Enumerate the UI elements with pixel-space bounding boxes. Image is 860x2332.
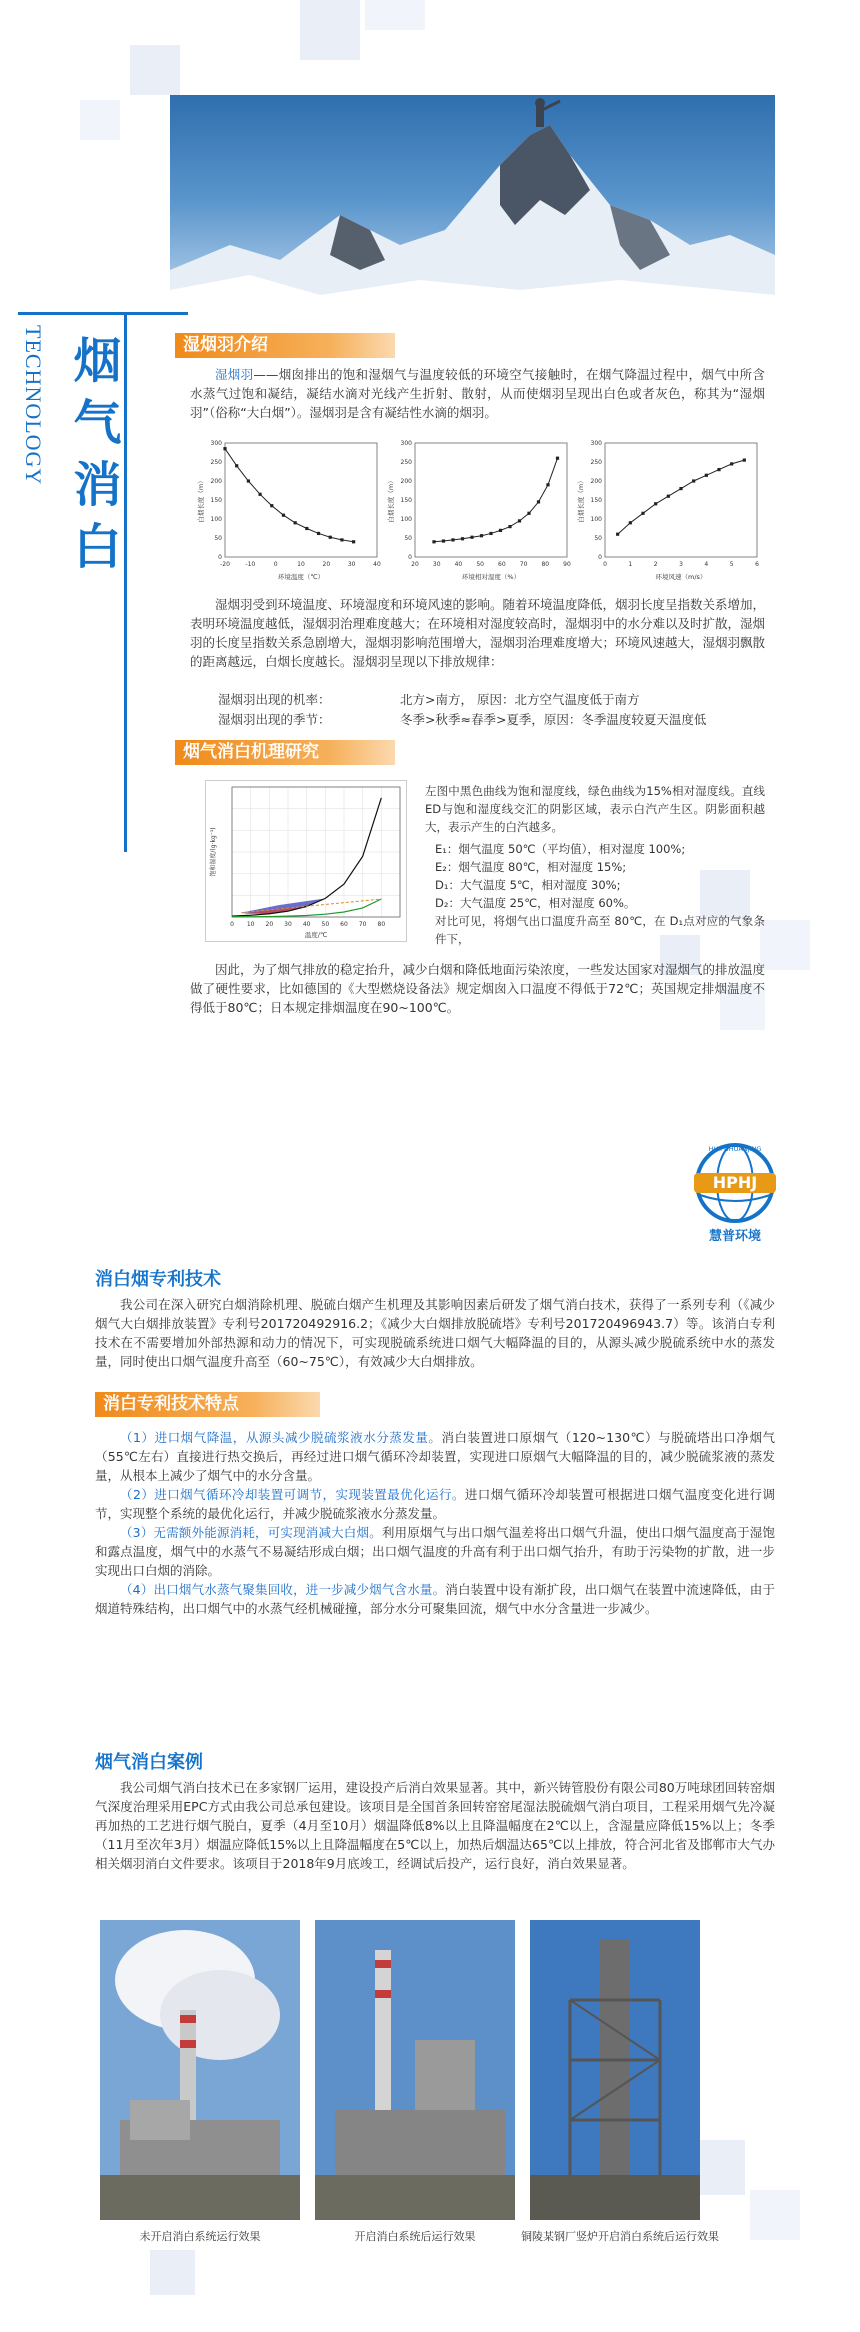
section-title-case: 烟气消白案例: [95, 1752, 203, 1773]
decor-square: [750, 2190, 800, 2240]
data-point: [317, 532, 320, 535]
rule2-value: 冬季>秋季≈春季>夏季，原因：冬季温度较夏天温度低: [400, 712, 707, 727]
feature-item-2: [95, 1485, 775, 1523]
photo-after: [315, 1920, 515, 2220]
data-point: [537, 500, 540, 503]
data-point: [247, 479, 250, 482]
y-tick-label: 100: [590, 516, 602, 523]
x-tick-label: 90: [563, 561, 571, 568]
decor-square: [150, 2250, 195, 2295]
decor-square: [130, 45, 180, 95]
side-title-en: TECHNOLOGY: [21, 325, 46, 486]
data-point: [616, 533, 619, 536]
feature-body: 利用原烟气与出口烟气温差将出口烟气升温，使出口烟气温度高于湿饱和露点温度，烟气中的水蒸气不易凝结形成白烟；出口烟气温度的升高有利于出口烟气抬升，有助于污染物的扩散，进一步实现出口白烟的消除。: [95, 1525, 775, 1578]
x-tick-label: 1: [628, 561, 633, 568]
y-tick-label: 250: [210, 459, 222, 466]
decor-square: [300, 0, 360, 60]
x-tick-label: 60: [340, 921, 348, 928]
feature-title: （2）进口烟气循环冷却装置可调节，实现装置最优化运行。: [120, 1487, 465, 1502]
mechanism-points: [435, 840, 765, 948]
x-tick-label: 40: [302, 921, 311, 928]
point-d1: D₁：大气温度 5℃，相对湿度 30%;: [435, 878, 621, 892]
series-line: [618, 460, 745, 534]
rule1-label: 湿烟羽出现的机率：: [218, 692, 331, 707]
side-title-cn: 烟气消白: [73, 333, 122, 575]
data-point: [730, 462, 733, 465]
y-axis-label: 白烟长度（m）: [197, 477, 205, 523]
x-tick-label: 50: [321, 921, 330, 928]
x-tick-label: 80: [377, 921, 386, 928]
point-e2: E₂：烟气温度 80℃，相对湿度 15%;: [435, 860, 627, 874]
y-tick-label: 50: [214, 535, 222, 542]
data-point: [546, 483, 549, 486]
y-tick-label: 0: [408, 554, 412, 561]
chart-humidity: [385, 435, 575, 585]
x-axis-label: 环境温度（℃）: [277, 573, 325, 581]
data-point: [692, 479, 695, 482]
y-axis-label: 白烟长度（m）: [577, 477, 585, 523]
feature-title: （3）无需额外能源消耗，可实现消减大白烟。: [120, 1525, 382, 1540]
data-point: [329, 536, 332, 539]
x-tick-label: 20: [322, 561, 331, 568]
data-point: [743, 459, 746, 462]
x-axis-label: 环境相对湿度（%）: [461, 573, 521, 581]
mechanism-desc: 左图中黑色曲线为饱和湿度线，绿色曲线为15%相对湿度线。直线ED与饱和湿度线交汇的阴影区域，表示白汽产生区。阴影面积越大，表示产生的白汽越多。: [425, 784, 765, 834]
feature-item-3: [95, 1523, 775, 1580]
logo-letters: HPHJ: [712, 1173, 758, 1192]
series-line: [225, 449, 354, 542]
x-axis-label: 温度/℃: [304, 931, 328, 939]
y-tick-label: 0: [218, 554, 222, 561]
data-point: [235, 464, 238, 467]
plot-frame: [605, 443, 757, 557]
section-title-features: 消白专利技术特点: [95, 1392, 320, 1417]
x-tick-label: 5: [729, 561, 734, 568]
y-tick-label: 0: [598, 554, 602, 561]
y-tick-label: 300: [210, 440, 222, 447]
decor-square: [80, 100, 120, 140]
x-tick-label: 30: [284, 921, 292, 928]
mechanism-para: 因此，为了烟气排放的稳定抬升，减少白烟和降低地面污染浓度，一些发达国家对湿烟气的排放温度做了硬性要求，比如德国的《大型燃烧设备法》规定烟囱入口温度不得低于72℃；英国规定排烟温度不得低于80℃；日本规定排烟温度在90~100℃。: [190, 962, 766, 1015]
y-tick-label: 300: [400, 440, 412, 447]
x-tick-label: 50: [476, 561, 484, 568]
side-accent-line: [18, 312, 188, 315]
rule2-label: 湿烟羽出现的季节：: [218, 712, 331, 727]
patent-para: 我公司在深入研究白烟消除机理、脱硫白烟产生机理及其影响因素后研发了烟气消白技术，获得了一系列专利（《减少烟气大白烟排放装置》专利号201720492916.2；《减少大白烟排放脱硫塔》专利号201720496943.7）等。该消白专利技术在不需要增加外部热源和动力的情况下，可实现脱硫系统进口烟气大幅降温的目的，从源头减少脱硫系统中水的蒸发量，同时使出口烟气温度升高至（60~75℃），有效减少大白烟排放。: [95, 1297, 775, 1369]
data-point: [305, 527, 308, 530]
data-point: [480, 534, 483, 537]
data-point: [294, 521, 297, 524]
rule1-value: 北方>南方， 原因：北方空气温度低于南方: [400, 692, 640, 707]
data-point: [629, 521, 632, 524]
chart-temperature: [195, 435, 385, 585]
plot-frame: [415, 443, 567, 557]
mechanism-conclusion: 对比可见，将烟气出口温度升高至 80℃，在 D₁点对应的气象条件下，: [435, 914, 765, 946]
data-point: [442, 539, 445, 542]
x-tick-label: 0: [603, 561, 607, 568]
data-point: [667, 495, 670, 498]
section-title-patent: 消白烟专利技术: [95, 1269, 221, 1290]
y-tick-label: 200: [400, 478, 412, 485]
data-point: [499, 529, 502, 532]
data-point: [556, 457, 559, 460]
logo-arc-text: HUIPUHUANJING: [708, 1145, 762, 1153]
y-tick-label: 150: [590, 497, 602, 504]
data-point: [527, 512, 530, 515]
data-point: [717, 468, 720, 471]
x-tick-label: -10: [245, 561, 256, 568]
data-point: [340, 538, 343, 541]
point-e1: E₁：烟气温度 50℃（平均值），相对湿度 100%;: [435, 842, 686, 856]
side-title-en-wrap: [20, 325, 70, 585]
y-tick-label: 50: [594, 535, 602, 542]
x-tick-label: 10: [297, 561, 305, 568]
data-point: [461, 537, 464, 540]
logo-name: 慧普环境: [708, 1229, 761, 1244]
feature-item-4: [95, 1580, 775, 1618]
x-tick-label: 20: [411, 561, 419, 568]
feature-item-1: [95, 1428, 775, 1485]
y-tick-label: 100: [210, 516, 222, 523]
data-point: [705, 474, 708, 477]
y-tick-label: 50: [404, 535, 412, 542]
y-tick-label: 150: [210, 497, 222, 504]
data-point: [641, 512, 644, 515]
x-tick-label: -20: [220, 561, 230, 568]
point-d2: D₂：大气温度 25℃，相对湿度 60%。: [435, 896, 636, 910]
data-point: [470, 536, 473, 539]
decor-square: [365, 0, 425, 30]
features-list: [95, 1428, 775, 1618]
y-axis-label: 饱和湿度/(g·kg⁻¹): [210, 827, 217, 877]
case-para: 我公司烟气消白技术已在多家钢厂运用，建设投产后消白效果显著。其中，新兴铸管股份有限公司80万吨球团回转窑烟气深度治理采用EPC方式由我公司总承包建设。该项目是全国首条回转窑窑尾湿法脱硫烟气消白项目，工程采用烟气先冷凝再加热的工艺进行烟气脱白，夏季（4月至10月）烟温降低8%以上且降温幅度在2℃以上，含湿量应降低15%以上；冬季（11月至次年3月）烟温应降低15%以上且降温幅度在5℃以上，加热后烟温达65℃以上排放，符合河北省及邯郸市大气办相关烟羽消白文件要求。该项目于2018年9月底竣工，经调试后投产，运行良好，消白效果显著。: [95, 1780, 775, 1871]
photo-caption: 开启消白系统后运行效果: [354, 2230, 476, 2243]
x-tick-label: 70: [519, 561, 528, 568]
data-point: [258, 493, 261, 496]
hero-mountain-image: [170, 95, 775, 330]
x-tick-label: 4: [704, 561, 709, 568]
y-tick-label: 150: [400, 497, 412, 504]
y-tick-label: 200: [210, 478, 222, 485]
y-tick-label: 250: [400, 459, 412, 466]
x-tick-label: 80: [541, 561, 550, 568]
x-tick-label: 2: [653, 561, 658, 568]
chart-saturation: [205, 780, 407, 942]
data-point: [352, 540, 355, 543]
y-tick-label: 100: [400, 516, 412, 523]
photo-caption: 铜陵某钢厂竖炉开启消白系统后运行效果: [521, 2230, 719, 2243]
data-point: [518, 519, 521, 522]
data-point: [282, 514, 285, 517]
feature-body: 进口烟气循环冷却装置可根据进口烟气温度变化进行调节，实现整个系统的最优化运行，并减少脱硫浆液水分蒸发量。: [95, 1487, 775, 1521]
data-point: [489, 532, 492, 535]
y-tick-label: 300: [590, 440, 602, 447]
data-point: [270, 504, 273, 507]
photo-before: [100, 1920, 300, 2220]
decor-square: [760, 920, 810, 970]
feature-title: （4）出口烟气水蒸气聚集回收，进一步减少烟气含水量。: [120, 1582, 446, 1597]
x-tick-label: 30: [432, 561, 441, 568]
wet-plume-intro: [190, 365, 765, 422]
x-tick-label: 40: [373, 561, 381, 568]
wet-plume-term: 湿烟羽: [215, 367, 254, 382]
plot-frame: [225, 443, 377, 557]
data-point: [451, 538, 454, 541]
x-tick-label: 0: [230, 921, 234, 928]
x-tick-label: 70: [358, 921, 367, 928]
x-tick-label: 10: [246, 921, 255, 928]
data-point: [654, 502, 657, 505]
y-axis-label: 白烟长度（m）: [387, 477, 395, 523]
x-tick-label: 3: [679, 561, 683, 568]
section-title-mechanism: 烟气消白机理研究: [175, 740, 395, 765]
x-tick-label: 60: [498, 561, 506, 568]
feature-title: （1）进口烟气降温，从源头减少脱硫浆液水分蒸发量。: [120, 1430, 442, 1445]
feature-body: 消白装置中设有渐扩段，出口烟气在装置中流速降低，由于烟道特殊结构，出口烟气中的水蒸气经机械碰撞，部分水分可聚集回流，烟气中水分含量进一步减少。: [95, 1582, 775, 1616]
x-tick-label: 6: [755, 561, 759, 568]
section-title-wet-plume: 湿烟羽介绍: [175, 333, 395, 358]
wet-plume-factors: 湿烟羽受到环境温度、环境湿度和环境风速的影响。随着环境温度降低，烟羽长度呈指数关系增加，表明环境温度越低，湿烟羽治理难度越大；在环境相对湿度较高时，湿烟羽中的水分难以及时扩散，湿烟羽的长度呈指数关系急剧增大，湿烟羽影响范围增大，湿烟羽治理难度增大；环境风速越大，湿烟羽飘散的距离越远，白烟长度越长。湿烟羽呈现以下排放规律：: [190, 597, 766, 669]
x-axis-label: 环境风速（m/s）: [655, 573, 707, 581]
wet-plume-intro-text: ——烟囱排出的饱和湿烟气与温度较低的环境空气接触时，在烟气降温过程中，烟气中所含水蒸气过饱和凝结，凝结水滴对光线产生折射、散射，从而使烟羽呈现出白色或者灰色，称其为“湿烟羽”（俗称“大白烟”）。湿烟羽是含有凝结性水滴的烟羽。: [190, 367, 765, 420]
company-logo: [680, 1135, 790, 1245]
data-point: [679, 487, 682, 490]
photo-tongling: [530, 1920, 700, 2220]
x-tick-label: 40: [454, 561, 463, 568]
y-tick-label: 200: [590, 478, 602, 485]
x-tick-label: 30: [347, 561, 356, 568]
data-point: [508, 525, 511, 528]
chart-wind: [575, 435, 765, 585]
x-tick-label: 0: [273, 561, 278, 568]
y-tick-label: 250: [590, 459, 602, 466]
photo-caption: 未开启消白系统运行效果: [139, 2230, 261, 2243]
data-point: [432, 540, 435, 543]
series-line: [434, 458, 558, 542]
data-point: [223, 447, 226, 450]
x-tick-label: 20: [265, 921, 274, 928]
feature-body: 消白装置进口原烟气（120~130℃）与脱硫塔出口净烟气（55℃左右）直接进行热交换后，再经过进口烟气循环冷却装置，实现进口原烟气大幅降温的目的，减少脱硫浆液的蒸发量，从根本上减少了烟气中的水分含量。: [95, 1430, 775, 1483]
